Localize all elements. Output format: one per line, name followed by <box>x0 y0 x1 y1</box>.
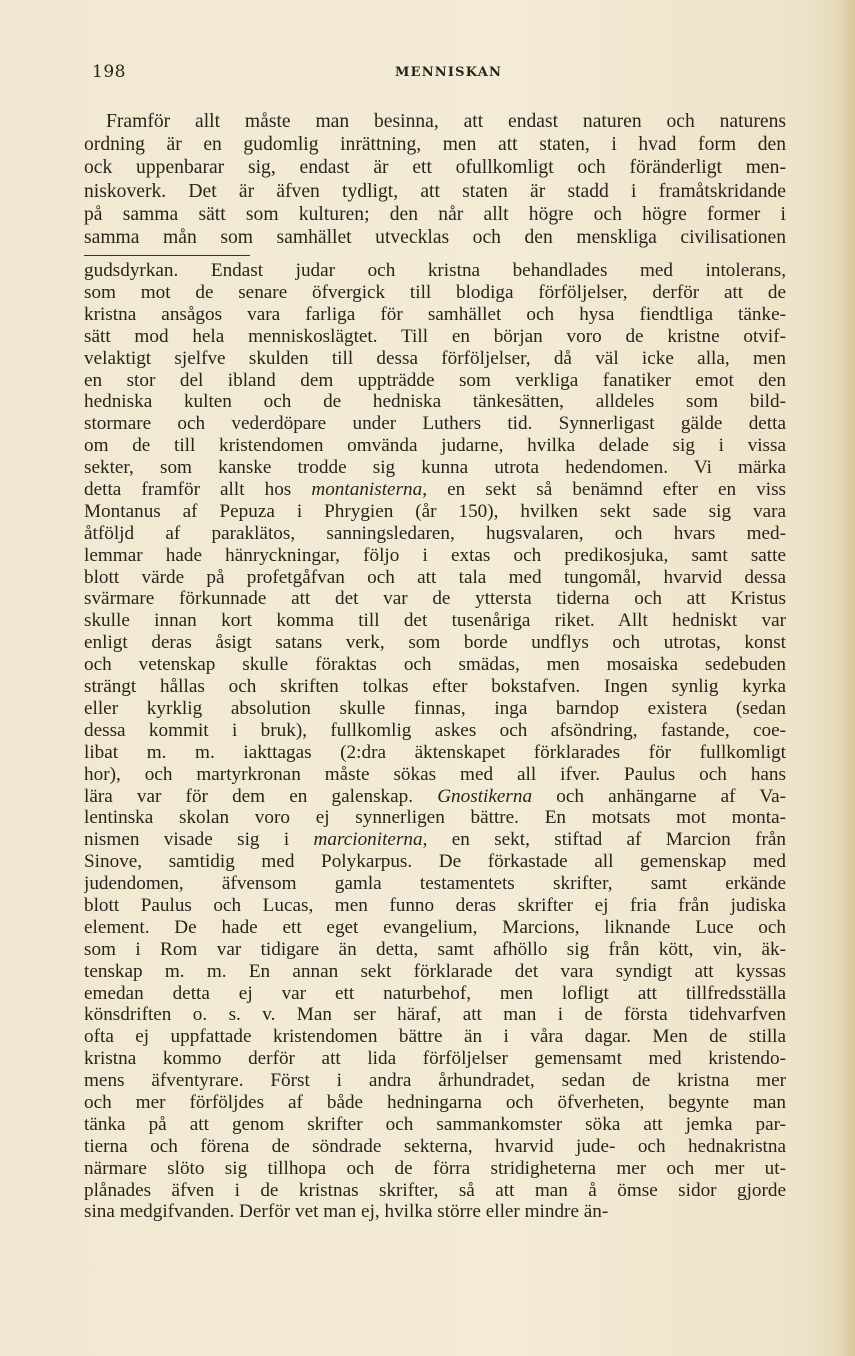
footnote-line: hedniska kulten och de hedniska tänkesätten, alldeles som bild- <box>84 391 786 413</box>
footnote-line: kristna ansågos vara farliga för samhället och hysa fiendtliga tänke- <box>84 303 786 325</box>
footnote-line: sina medgifvanden. Derför vet man ej, hvilka större eller mindre än- <box>84 1201 609 1223</box>
main-text-line: på samma sätt som kulturen; den når allt högre och högre former i <box>84 203 786 225</box>
main-text-line: niskoverk. Det är äfven tydligt, att staten är stadd i framåtskridande <box>84 180 786 202</box>
running-head: MENNISKAN <box>395 65 503 80</box>
footnote-line: tenskap m. m. En annan sekt förklarade det vara syndigt att kyssas <box>84 960 786 982</box>
main-text-line: ock uppenbarar sig, endast är ett ofullkomligt och föränderligt men- <box>84 157 786 179</box>
footnote-line: blott värde på profetgåfvan och att tala med tungomål, hvarvid dessa <box>84 566 786 588</box>
footnote <box>84 260 786 1223</box>
footnote-line: skulle innan kort komma till det tusenåriga riket. Allt hedniskt var <box>84 610 786 632</box>
page-header <box>84 62 784 84</box>
footnote-line: åtföljd af paraklätos, sanningsledaren, hugsvalaren, och hvars med- <box>84 522 786 544</box>
footnote-line: libat m. m. iakttagas (2:dra äktenskapet förklarades för fullkomligt <box>84 741 786 763</box>
main-text-line: samma mån som samhället utvecklas och den menskliga civilisationen <box>84 226 786 248</box>
footnote-line: kristna kommo derför att lida förföljelser gemensamt med kristendo- <box>84 1048 786 1070</box>
main-paragraph <box>84 110 786 249</box>
footnote-line: stormare och vederdöpare under Luthers tid. Synnerligast gälde detta <box>84 413 786 435</box>
footnote-line: Sinove, samtidig med Polykarpus. De förkastade all gemenskap med <box>84 851 786 873</box>
page-number: 198 <box>92 62 126 82</box>
footnote-line: och mer förföljdes af både hedningarna och öfverheten, begynte man <box>84 1091 786 1113</box>
footnote-line: strängt hållas och skriften tolkas efter bokstafven. Ingen synlig kyrka <box>84 676 786 698</box>
footnote-line: hor), och martyrkronan måste sökas med all ifver. Paulus och hans <box>84 763 786 785</box>
footnote-line: dessa kommit i bruk), fullkomlig askes och afsöndring, fastande, coe- <box>84 719 786 741</box>
footnote-line: sekter, som kanske trodde sig kunna utrota hedendomen. Vi märka <box>84 457 786 479</box>
footnote-line: element. De hade ett eget evangelium, Marcions, liknande Luce och <box>84 916 786 938</box>
footnote-line: judendomen, äfvensom gamla testamentets skrifter, samt erkände <box>84 873 786 895</box>
footnote-line: Montanus af Pepuza i Phrygien (år 150), hvilken sekt sade sig vara <box>84 500 786 522</box>
footnote-line: detta framför allt hos montanisterna, en sekt så benämnd efter en viss <box>84 479 786 501</box>
main-text-line: ordning är en gudomlig inrättning, men att staten, i hvad form den <box>84 134 786 156</box>
main-text-line: Framför allt måste man besinna, att endast naturen och naturens <box>106 111 786 132</box>
footnote-line: gudsdyrkan. Endast judar och kristna behandlades med intolerans, <box>84 260 786 282</box>
footnote-line: lentinska skolan voro ej synnerligen bättre. En motsats mot monta- <box>84 807 786 829</box>
footnote-line: blott Paulus och Lucas, men funno deras skrifter ej fria från judiska <box>84 894 786 916</box>
footnote-line: mens äfventyrare. Först i andra århundradet, sedan de kristna mer <box>84 1070 786 1092</box>
footnote-line: lära var för dem en galenskap. Gnostikerna och anhängarne af Va- <box>84 785 786 807</box>
footnote-line: könsdriften o. s. v. Man ser häraf, att man i de första tidehvarfven <box>84 1004 786 1026</box>
footnote-line: emedan detta ej var ett naturbehof, men lofligt att tillfredsställa <box>84 982 786 1004</box>
footnote-line: svärmare förkunnade att det var de yttersta tiderna och att Kristus <box>84 588 786 610</box>
footnote-line: velaktigt sjelfve skulden till dessa förföljelser, då väl icke alla, men <box>84 347 786 369</box>
footnote-divider <box>84 255 250 256</box>
footnote-line: om de till kristendomen omvända judarne, hvilka delade sig i vissa <box>84 435 786 457</box>
footnote-line: tierna och förena de söndrade sekterna, hvarvid jude- och hednakristna <box>84 1135 786 1157</box>
footnote-line: och vetenskap skulle föraktas och smädas, men mosaiska sedebuden <box>84 654 786 676</box>
footnote-line: närmare slöto sig tillhopa och de förra stridigheterna mer och mer ut- <box>84 1157 786 1179</box>
footnote-line: plånades äfven i de kristnas skrifter, så att man å ömse sidor gjorde <box>84 1179 786 1201</box>
page-body <box>84 110 786 1223</box>
footnote-line: eller kyrklig absolution skulle finnas, inga barndop existera (sedan <box>84 697 786 719</box>
footnote-line: lemmar hade hänryckningar, följo i extas och predikosjuka, samt satte <box>84 544 786 566</box>
footnote-line: enligt deras åsigt satans verk, som borde undflys och utrotas, konst <box>84 632 786 654</box>
footnote-line: en stor del ibland dem uppträdde som verkliga fanatiker emot den <box>84 369 786 391</box>
footnote-line: ofta ej uppfattade kristendomen bättre än i våra dagar. Men de stilla <box>84 1026 786 1048</box>
footnote-line: tänka på att genom skrifter och sammankomster söka att jemka par- <box>84 1113 786 1135</box>
footnote-line: som mot de senare öfvergick till blodiga förföljelser, derför att de <box>84 282 786 304</box>
footnote-line: nismen visade sig i marcioniterna, en sekt, stiftad af Marcion från <box>84 829 786 851</box>
footnote-line: sätt mod hela menniskoslägtet. Till en början voro de kristne otvif- <box>84 325 786 347</box>
footnote-line: som i Rom var tidigare än detta, samt afhöllo sig från kött, vin, äk- <box>84 938 786 960</box>
page-edge <box>839 0 855 1356</box>
